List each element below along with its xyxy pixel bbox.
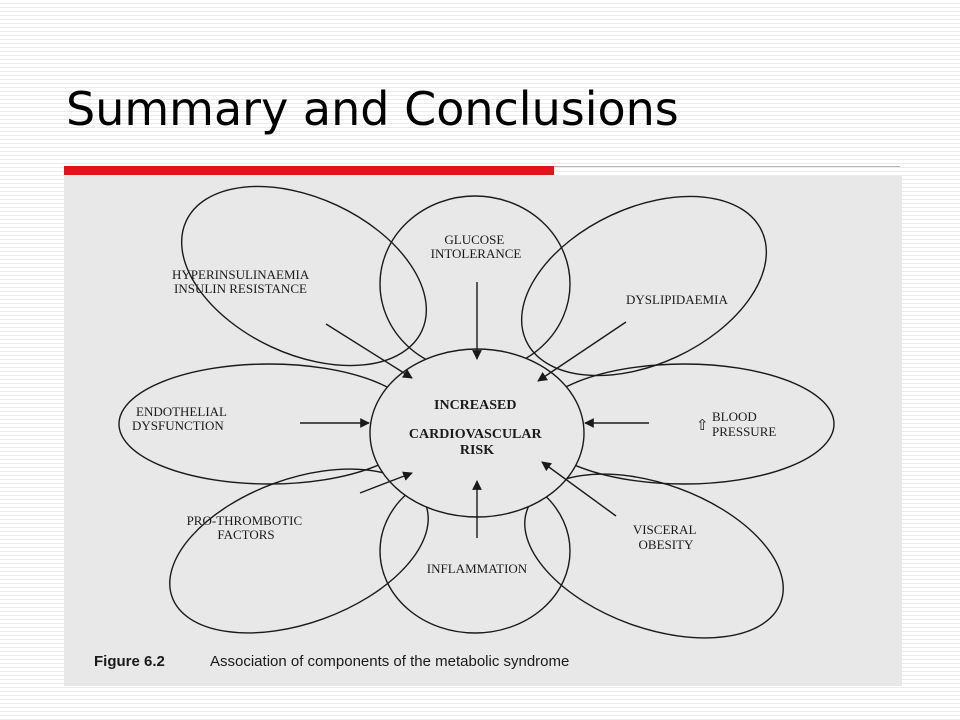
label-endothelial-dysfunction: ENDOTHELIAL DYSFUNCTION (132, 404, 227, 433)
blood-pressure-arrow-glyph: ⇧ (696, 418, 709, 434)
center-line-1: INCREASED (434, 398, 517, 413)
label-glucose-intolerance: GLUCOSE INTOLERANCE (430, 232, 522, 261)
center-line-2: CARDIOVASCULAR (408, 427, 542, 442)
title-underline-thin (554, 166, 900, 167)
figure-caption (94, 653, 569, 670)
label-visceral-obesity: VISCERAL OBESITY (632, 522, 696, 552)
label-blood-pressure: BLOOD PRESSURE (712, 409, 777, 439)
scanned-figure (64, 176, 902, 686)
caption-label: Figure 6.2 (94, 653, 165, 670)
caption-text: Association of components of the metabolic syndrome (210, 653, 570, 670)
center-line-3: RISK (459, 443, 495, 458)
slide-title: Summary and Conclusions (66, 82, 679, 136)
label-inflammation: INFLAMMATION (426, 561, 528, 576)
label-hyperinsulinaemia: HYPERINSULINAEMIA INSULIN RESISTANCE (172, 267, 309, 296)
metabolic-syndrome-diagram (64, 176, 902, 686)
label-dyslipidaemia: DYSLIPIDAEMIA (626, 292, 728, 307)
label-prothrombotic-factors: PRO-THROMBOTIC FACTORS (186, 513, 303, 542)
title-underline-red (64, 166, 554, 175)
